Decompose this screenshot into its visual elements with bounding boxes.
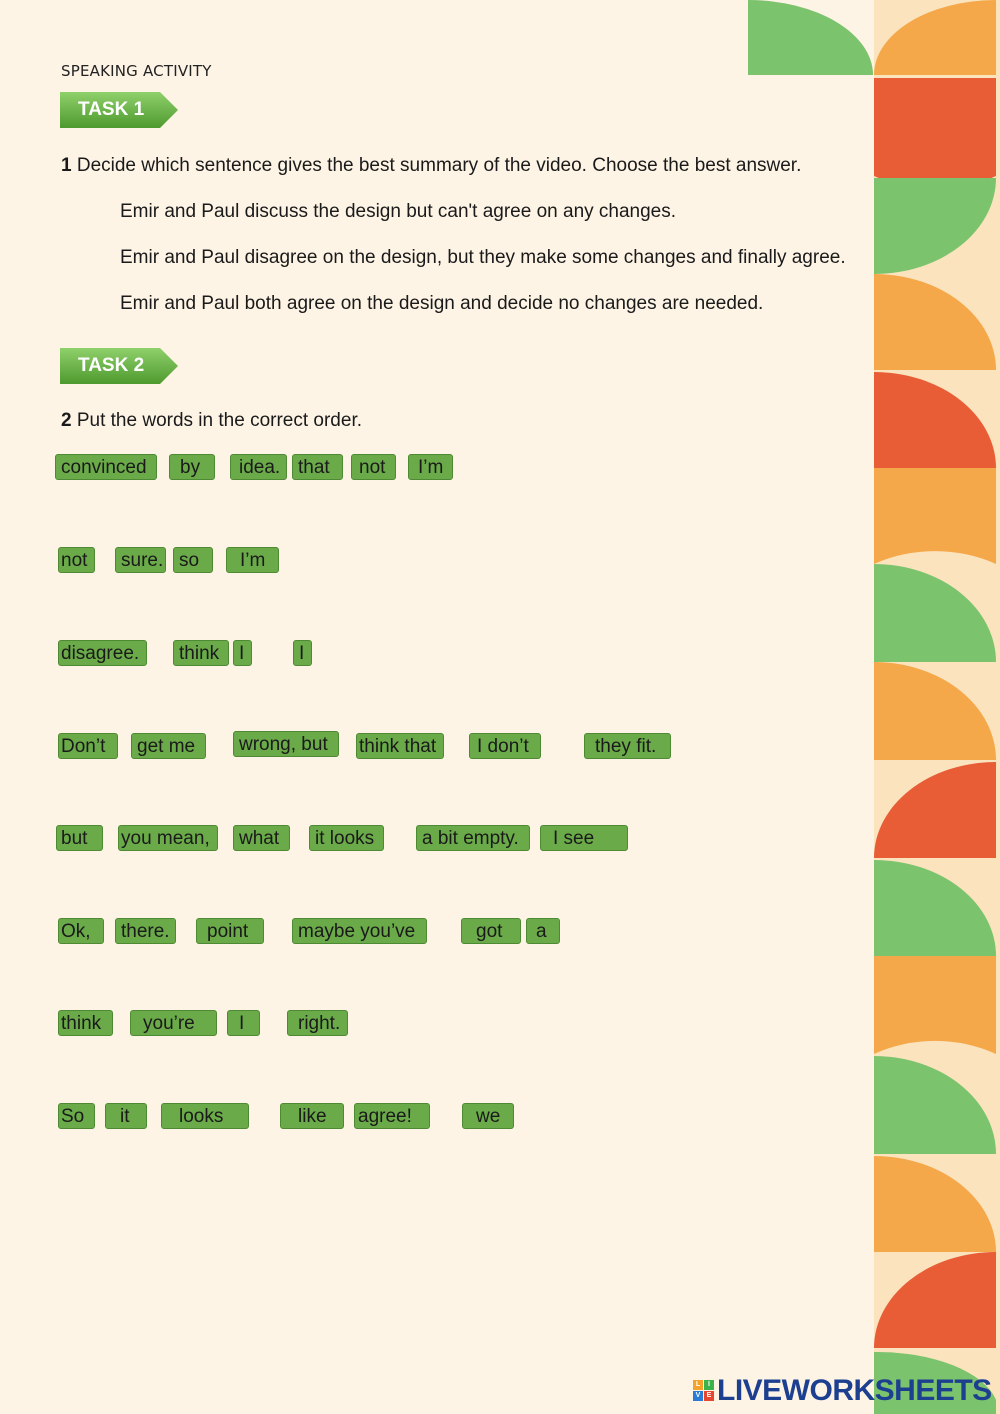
word-chip[interactable]: I’m: [226, 547, 279, 573]
task-1-instruction-text: Decide which sentence gives the best summary of the video. Choose the best answer.: [76, 155, 802, 176]
word-chip[interactable]: I’m: [408, 454, 453, 480]
word-chip[interactable]: think: [173, 640, 229, 666]
word-chip[interactable]: sure.: [115, 547, 166, 573]
logo-mark-l: L: [693, 1380, 703, 1390]
word-chip[interactable]: so: [173, 547, 213, 573]
word-chip[interactable]: Ok,: [58, 918, 104, 944]
word-chip[interactable]: there.: [115, 918, 176, 944]
word-chip[interactable]: point: [196, 918, 264, 944]
word-chip[interactable]: by: [169, 454, 215, 480]
logo-mark-e: E: [704, 1391, 714, 1401]
word-chip[interactable]: I see: [540, 825, 628, 851]
word-chip[interactable]: So: [58, 1103, 95, 1129]
task-2-label: TASK 2: [78, 355, 145, 376]
word-chip[interactable]: you mean,: [118, 825, 218, 851]
word-chip[interactable]: Don’t: [58, 733, 118, 759]
task-2-badge: [60, 346, 178, 386]
word-chip[interactable]: looks: [161, 1103, 249, 1129]
task-1-badge: [60, 90, 178, 130]
task-2-number: 2: [61, 410, 72, 431]
word-chip[interactable]: not: [351, 454, 396, 480]
answer-option-2[interactable]: Emir and Paul disagree on the design, but they make some changes and finally agree.: [120, 247, 846, 268]
word-chip[interactable]: I: [293, 640, 312, 666]
word-chip[interactable]: get me: [131, 733, 206, 759]
word-chip[interactable]: disagree.: [58, 640, 147, 666]
word-chip[interactable]: but: [56, 825, 103, 851]
word-chip[interactable]: a: [526, 918, 560, 944]
word-chip[interactable]: that: [292, 454, 343, 480]
word-chip[interactable]: like: [280, 1103, 344, 1129]
task-1-label: TASK 1: [78, 99, 145, 120]
page-header: SPEAKING ACTIVITY: [61, 62, 212, 80]
task-2-instruction-text: Put the words in the correct order.: [76, 410, 362, 431]
task-2-instruction: [61, 410, 362, 432]
word-chip[interactable]: what: [233, 825, 290, 851]
word-chip[interactable]: we: [462, 1103, 514, 1129]
word-chip[interactable]: agree!: [354, 1103, 430, 1129]
logo-mark-icon: [693, 1380, 715, 1402]
logo-text: LIVEWORKSHEETS: [717, 1374, 992, 1407]
word-chip[interactable]: a bit empty.: [416, 825, 530, 851]
word-chip[interactable]: right.: [287, 1010, 348, 1036]
word-chip[interactable]: wrong, but: [233, 731, 339, 757]
word-chip[interactable]: it looks: [309, 825, 384, 851]
word-chip[interactable]: maybe you’ve: [292, 918, 427, 944]
task-1-number: 1: [61, 155, 72, 176]
word-chip[interactable]: not: [58, 547, 95, 573]
word-chip[interactable]: I: [233, 640, 252, 666]
decorative-shapes: [740, 0, 1000, 1414]
word-chip[interactable]: idea.: [230, 454, 287, 480]
word-chip[interactable]: I: [227, 1010, 260, 1036]
word-chip[interactable]: got: [461, 918, 521, 944]
answer-option-3[interactable]: Emir and Paul both agree on the design and decide no changes are needed.: [120, 293, 764, 314]
logo-mark-i: I: [704, 1380, 714, 1390]
word-chip[interactable]: they fit.: [584, 733, 671, 759]
word-chip[interactable]: think that: [356, 733, 444, 759]
task-1-instruction: [61, 155, 801, 177]
word-chip[interactable]: you’re: [130, 1010, 217, 1036]
word-chip[interactable]: think: [58, 1010, 113, 1036]
answer-option-1[interactable]: Emir and Paul discuss the design but can't agree on any changes.: [120, 201, 677, 222]
logo-mark-v: V: [693, 1391, 703, 1401]
word-chip[interactable]: convinced: [55, 454, 157, 480]
word-chip[interactable]: I don’t: [469, 733, 541, 759]
word-chip[interactable]: it: [105, 1103, 147, 1129]
